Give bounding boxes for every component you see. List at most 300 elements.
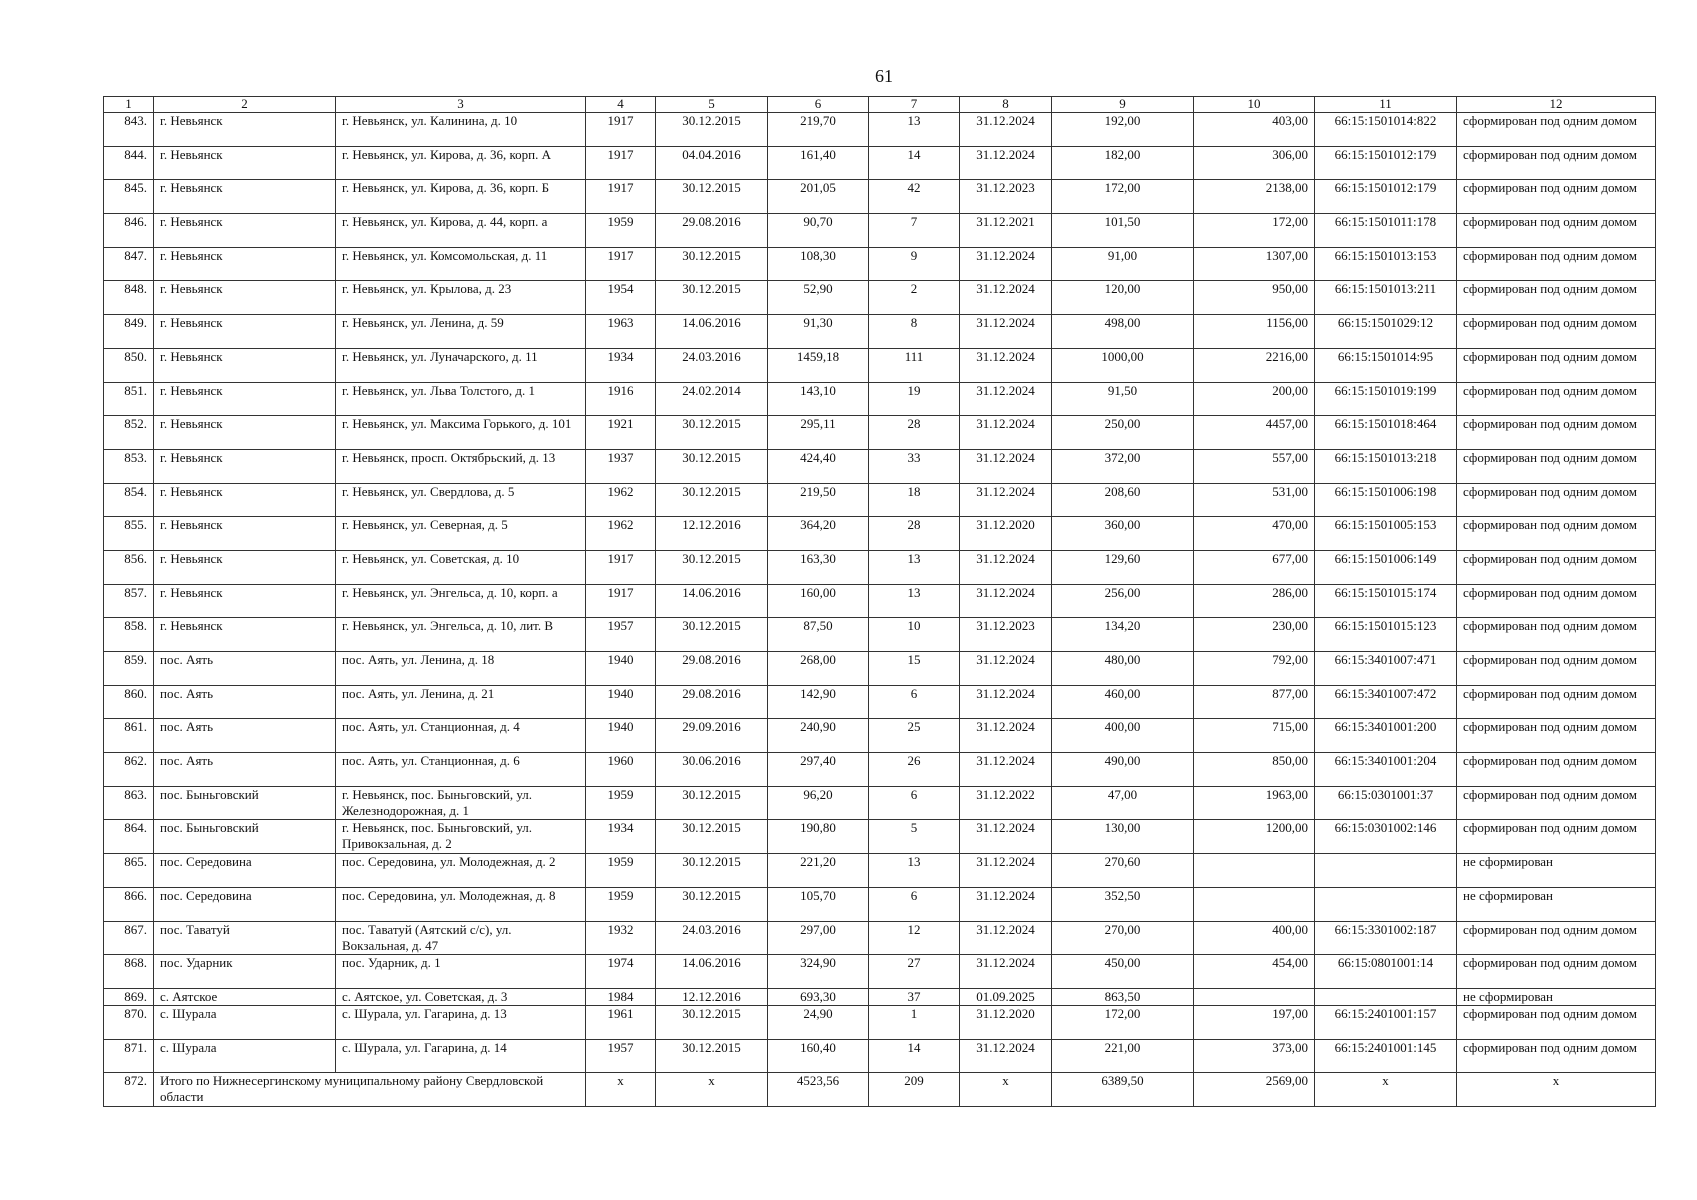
- cell-col-7: 2: [869, 281, 960, 315]
- cell-col-4: 1974: [586, 955, 656, 989]
- table-row: [104, 786, 1656, 820]
- cell-col-1: 863.: [104, 786, 154, 820]
- cell-col-8: 31.12.2024: [960, 820, 1052, 854]
- cell-col-4: 1932: [586, 921, 656, 955]
- cell-col-5: 30.12.2015: [656, 550, 768, 584]
- cell-col-7: 13: [869, 584, 960, 618]
- cell-col-7: 6: [869, 685, 960, 719]
- cell-col-5: 30.12.2015: [656, 416, 768, 450]
- cell-col-6: 142,90: [768, 685, 869, 719]
- cell-col-8: 31.12.2023: [960, 618, 1052, 652]
- cell-col-9: 101,50: [1052, 214, 1194, 248]
- cell-col-3: пос. Аять, ул. Ленина, д. 21: [336, 685, 586, 719]
- cell-col-9: 352,50: [1052, 887, 1194, 921]
- cell-col-11: 66:15:2401001:157: [1315, 1005, 1457, 1039]
- cell-col-3: пос. Аять, ул. Станционная, д. 4: [336, 719, 586, 753]
- cell-col-5: 24.02.2014: [656, 382, 768, 416]
- cell-col-1: 847.: [104, 247, 154, 281]
- cell-col-10: [1194, 854, 1315, 888]
- cell-col-6: 143,10: [768, 382, 869, 416]
- cell-col-9: 270,00: [1052, 921, 1194, 955]
- cell-col-10: 200,00: [1194, 382, 1315, 416]
- cell-col-3: пос. Аять, ул. Ленина, д. 18: [336, 652, 586, 686]
- cell-col-4: 1960: [586, 753, 656, 787]
- table-row: [104, 854, 1656, 888]
- cell-col-2: г. Невьянск: [154, 382, 336, 416]
- cell-col-4: 1961: [586, 1005, 656, 1039]
- cell-col-6: 90,70: [768, 214, 869, 248]
- cell-col-6: 297,40: [768, 753, 869, 787]
- cell-col-2: с. Аятское: [154, 988, 336, 1005]
- column-header-8: 8: [960, 97, 1052, 113]
- cell-col-2: пос. Середовина: [154, 854, 336, 888]
- table-row: [104, 618, 1656, 652]
- table-row: [104, 753, 1656, 787]
- table-row: [104, 315, 1656, 349]
- cell-col-3: г. Невьянск, ул. Комсомольская, д. 11: [336, 247, 586, 281]
- cell-col-8: 31.12.2024: [960, 887, 1052, 921]
- cell-col-11: 66:15:3401001:200: [1315, 719, 1457, 753]
- column-header-10: 10: [1194, 97, 1315, 113]
- cell-col-6: 221,20: [768, 854, 869, 888]
- table-row: [104, 955, 1656, 989]
- cell-col-4: 1962: [586, 517, 656, 551]
- cell-col-9: 129,60: [1052, 550, 1194, 584]
- cell-col-6: 52,90: [768, 281, 869, 315]
- cell-col-5: 24.03.2016: [656, 348, 768, 382]
- cell-col-5: 29.08.2016: [656, 685, 768, 719]
- cell-col-8: 31.12.2022: [960, 786, 1052, 820]
- cell-col-3: г. Невьянск, ул. Максима Горького, д. 101: [336, 416, 586, 450]
- cell-col-5: 30.12.2015: [656, 247, 768, 281]
- table-row: [104, 550, 1656, 584]
- cell-col-4: 1954: [586, 281, 656, 315]
- table-row: [104, 652, 1656, 686]
- cell-col-8: 31.12.2024: [960, 854, 1052, 888]
- cell-col-12: не сформирован: [1457, 887, 1656, 921]
- cell-col-12: сформирован под одним домом: [1457, 820, 1656, 854]
- cell-col-3: г. Невьянск, ул. Льва Толстого, д. 1: [336, 382, 586, 416]
- cell-col-10: 454,00: [1194, 955, 1315, 989]
- column-header-5: 5: [656, 97, 768, 113]
- table-row: [104, 921, 1656, 955]
- cell-col-10: 400,00: [1194, 921, 1315, 955]
- cell-col-3: г. Невьянск, ул. Калинина, д. 10: [336, 113, 586, 147]
- cell-col-7: 10: [869, 618, 960, 652]
- cell-col-9: 91,50: [1052, 382, 1194, 416]
- cell-col-2: с. Шурала: [154, 1005, 336, 1039]
- cell-col-2: г. Невьянск: [154, 281, 336, 315]
- cell-col-7: 25: [869, 719, 960, 753]
- cell-col-4: 1917: [586, 113, 656, 147]
- column-header-3: 3: [336, 97, 586, 113]
- cell-col-4: 1917: [586, 146, 656, 180]
- cell-col-9: 134,20: [1052, 618, 1194, 652]
- cell-col-6: 424,40: [768, 449, 869, 483]
- cell-col-10: 715,00: [1194, 719, 1315, 753]
- cell-col-2: г. Невьянск: [154, 247, 336, 281]
- column-header-12: 12: [1457, 97, 1656, 113]
- cell-col-1: 846.: [104, 214, 154, 248]
- cell-col-12: сформирован под одним домом: [1457, 281, 1656, 315]
- total-label: Итого по Нижнесергинскому муниципальному району Свердловской области: [154, 1073, 586, 1107]
- cell-col-9: 172,00: [1052, 1005, 1194, 1039]
- cell-col-5: 30.12.2015: [656, 887, 768, 921]
- column-header-1: 1: [104, 97, 154, 113]
- table-row: [104, 988, 1656, 1005]
- table-row: [104, 887, 1656, 921]
- cell-col-9: 450,00: [1052, 955, 1194, 989]
- cell-col-2: пос. Быньговский: [154, 786, 336, 820]
- cell-col-10: 1307,00: [1194, 247, 1315, 281]
- cell-col-10: 197,00: [1194, 1005, 1315, 1039]
- cell-col-10: 403,00: [1194, 113, 1315, 147]
- cell-col-12: сформирован под одним домом: [1457, 113, 1656, 147]
- table-row: [104, 1005, 1656, 1039]
- cell-col-6: 364,20: [768, 517, 869, 551]
- cell-col-12: сформирован под одним домом: [1457, 348, 1656, 382]
- cell-col-1: 870.: [104, 1005, 154, 1039]
- cell-col-5: 30.12.2015: [656, 786, 768, 820]
- header-row: [104, 97, 1656, 113]
- cell-col-8: 31.12.2024: [960, 281, 1052, 315]
- cell-col-5: 30.12.2015: [656, 820, 768, 854]
- cell-col-11: [1315, 988, 1457, 1005]
- cell-col-12: сформирован под одним домом: [1457, 584, 1656, 618]
- cell-col-11: 66:15:1501015:123: [1315, 618, 1457, 652]
- cell-col-3: пос. Ударник, д. 1: [336, 955, 586, 989]
- cell-col-8: 31.12.2024: [960, 753, 1052, 787]
- total-cell-6: 4523,56: [768, 1073, 869, 1107]
- cell-col-6: 1459,18: [768, 348, 869, 382]
- column-number-header: [104, 97, 1656, 113]
- cell-col-10: 677,00: [1194, 550, 1315, 584]
- cell-col-10: 470,00: [1194, 517, 1315, 551]
- cell-col-11: 66:15:0301002:146: [1315, 820, 1457, 854]
- cell-col-8: 31.12.2024: [960, 584, 1052, 618]
- cell-col-1: 844.: [104, 146, 154, 180]
- cell-col-9: 372,00: [1052, 449, 1194, 483]
- cell-col-11: 66:15:0301001:37: [1315, 786, 1457, 820]
- total-cell-9: 6389,50: [1052, 1073, 1194, 1107]
- cell-col-8: 31.12.2024: [960, 348, 1052, 382]
- cell-col-11: 66:15:1501019:199: [1315, 382, 1457, 416]
- cell-col-6: 219,50: [768, 483, 869, 517]
- cell-col-2: пос. Ударник: [154, 955, 336, 989]
- cell-col-11: 66:15:3301002:187: [1315, 921, 1457, 955]
- cell-col-9: 250,00: [1052, 416, 1194, 450]
- cell-col-11: 66:15:1501015:174: [1315, 584, 1457, 618]
- cell-col-2: г. Невьянск: [154, 180, 336, 214]
- cell-col-9: 256,00: [1052, 584, 1194, 618]
- cell-col-4: 1934: [586, 348, 656, 382]
- cell-col-8: 31.12.2024: [960, 719, 1052, 753]
- cell-col-5: 29.08.2016: [656, 214, 768, 248]
- cell-col-11: 66:15:1501014:822: [1315, 113, 1457, 147]
- cell-col-7: 13: [869, 854, 960, 888]
- cell-col-12: сформирован под одним домом: [1457, 719, 1656, 753]
- cell-col-1: 850.: [104, 348, 154, 382]
- cell-col-2: пос. Аять: [154, 753, 336, 787]
- cell-col-10: [1194, 887, 1315, 921]
- cell-col-12: сформирован под одним домом: [1457, 685, 1656, 719]
- column-header-4: 4: [586, 97, 656, 113]
- cell-col-8: 31.12.2024: [960, 685, 1052, 719]
- cell-col-11: [1315, 854, 1457, 888]
- cell-col-3: г. Невьянск, пос. Быньговский, ул. Привокзальная, д. 2: [336, 820, 586, 854]
- cell-col-9: 192,00: [1052, 113, 1194, 147]
- cell-col-7: 33: [869, 449, 960, 483]
- cell-col-12: сформирован под одним домом: [1457, 1039, 1656, 1073]
- cell-col-11: 66:15:2401001:145: [1315, 1039, 1457, 1073]
- cell-col-8: 31.12.2021: [960, 214, 1052, 248]
- cell-col-6: 190,80: [768, 820, 869, 854]
- cell-col-8: 31.12.2024: [960, 416, 1052, 450]
- cell-col-12: сформирован под одним домом: [1457, 753, 1656, 787]
- cell-col-3: пос. Аять, ул. Станционная, д. 6: [336, 753, 586, 787]
- cell-col-1: 849.: [104, 315, 154, 349]
- cell-col-8: 31.12.2024: [960, 449, 1052, 483]
- cell-col-11: 66:15:1501018:464: [1315, 416, 1457, 450]
- cell-col-9: 498,00: [1052, 315, 1194, 349]
- cell-col-3: г. Невьянск, ул. Кирова, д. 44, корп. а: [336, 214, 586, 248]
- cell-col-10: 4457,00: [1194, 416, 1315, 450]
- cell-col-7: 18: [869, 483, 960, 517]
- cell-col-7: 13: [869, 550, 960, 584]
- cell-col-1: 866.: [104, 887, 154, 921]
- cell-col-7: 1: [869, 1005, 960, 1039]
- cell-col-5: 30.12.2015: [656, 449, 768, 483]
- cell-col-3: г. Невьянск, ул. Кирова, д. 36, корп. А: [336, 146, 586, 180]
- cell-col-4: 1937: [586, 449, 656, 483]
- cell-col-7: 28: [869, 416, 960, 450]
- cell-col-11: 66:15:1501013:153: [1315, 247, 1457, 281]
- cell-col-11: 66:15:1501006:198: [1315, 483, 1457, 517]
- cell-col-10: 306,00: [1194, 146, 1315, 180]
- cell-col-1: 869.: [104, 988, 154, 1005]
- cell-col-4: 1921: [586, 416, 656, 450]
- cell-col-11: 66:15:1501006:149: [1315, 550, 1457, 584]
- cell-col-6: 163,30: [768, 550, 869, 584]
- cell-col-4: 1940: [586, 685, 656, 719]
- cell-col-8: 31.12.2020: [960, 1005, 1052, 1039]
- cell-col-8: 01.09.2025: [960, 988, 1052, 1005]
- cell-col-1: 867.: [104, 921, 154, 955]
- cell-col-12: сформирован под одним домом: [1457, 449, 1656, 483]
- cell-col-12: не сформирован: [1457, 854, 1656, 888]
- cell-col-11: 66:15:1501013:211: [1315, 281, 1457, 315]
- cell-col-3: пос. Середовина, ул. Молодежная, д. 2: [336, 854, 586, 888]
- cell-col-2: пос. Быньговский: [154, 820, 336, 854]
- cell-col-10: 1156,00: [1194, 315, 1315, 349]
- cell-col-5: 30.12.2015: [656, 1039, 768, 1073]
- table-row: [104, 146, 1656, 180]
- total-cell-5: х: [656, 1073, 768, 1107]
- cell-col-9: 208,60: [1052, 483, 1194, 517]
- cell-col-9: 400,00: [1052, 719, 1194, 753]
- cell-col-6: 160,00: [768, 584, 869, 618]
- cell-col-4: 1917: [586, 180, 656, 214]
- cell-col-7: 37: [869, 988, 960, 1005]
- cell-col-10: 557,00: [1194, 449, 1315, 483]
- cell-col-12: сформирован под одним домом: [1457, 382, 1656, 416]
- cell-col-7: 15: [869, 652, 960, 686]
- cell-col-3: с. Шурала, ул. Гагарина, д. 13: [336, 1005, 586, 1039]
- table-row: [104, 247, 1656, 281]
- cell-col-7: 5: [869, 820, 960, 854]
- cell-col-10: 286,00: [1194, 584, 1315, 618]
- cell-col-8: 31.12.2024: [960, 382, 1052, 416]
- total-cell-12: х: [1457, 1073, 1656, 1107]
- cell-col-11: 66:15:1501012:179: [1315, 146, 1457, 180]
- cell-col-1: 853.: [104, 449, 154, 483]
- cell-col-5: 14.06.2016: [656, 315, 768, 349]
- cell-col-11: [1315, 887, 1457, 921]
- table-row: [104, 820, 1656, 854]
- cell-col-6: 96,20: [768, 786, 869, 820]
- cell-col-12: сформирован под одним домом: [1457, 146, 1656, 180]
- cell-col-6: 161,40: [768, 146, 869, 180]
- cell-col-9: 120,00: [1052, 281, 1194, 315]
- cell-col-8: 31.12.2024: [960, 955, 1052, 989]
- column-header-2: 2: [154, 97, 336, 113]
- cell-col-11: 66:15:1501013:218: [1315, 449, 1457, 483]
- cell-col-7: 6: [869, 786, 960, 820]
- cell-col-2: пос. Середовина: [154, 887, 336, 921]
- cell-col-10: 2216,00: [1194, 348, 1315, 382]
- total-number: 872.: [104, 1073, 154, 1107]
- cell-col-2: г. Невьянск: [154, 214, 336, 248]
- cell-col-10: 172,00: [1194, 214, 1315, 248]
- cell-col-8: 31.12.2024: [960, 315, 1052, 349]
- table-row: [104, 1039, 1656, 1073]
- cell-col-1: 845.: [104, 180, 154, 214]
- cell-col-12: сформирован под одним домом: [1457, 550, 1656, 584]
- cell-col-5: 12.12.2016: [656, 517, 768, 551]
- cell-col-3: с. Аятское, ул. Советская, д. 3: [336, 988, 586, 1005]
- cell-col-12: не сформирован: [1457, 988, 1656, 1005]
- cell-col-9: 47,00: [1052, 786, 1194, 820]
- cell-col-5: 04.04.2016: [656, 146, 768, 180]
- cell-col-1: 854.: [104, 483, 154, 517]
- table-row: [104, 214, 1656, 248]
- cell-col-2: пос. Аять: [154, 719, 336, 753]
- cell-col-2: г. Невьянск: [154, 517, 336, 551]
- total-cell-11: х: [1315, 1073, 1457, 1107]
- cell-col-4: 1940: [586, 719, 656, 753]
- cell-col-11: 66:15:1501012:179: [1315, 180, 1457, 214]
- cell-col-4: 1917: [586, 550, 656, 584]
- cell-col-10: 2138,00: [1194, 180, 1315, 214]
- cell-col-12: сформирован под одним домом: [1457, 921, 1656, 955]
- cell-col-3: пос. Середовина, ул. Молодежная, д. 8: [336, 887, 586, 921]
- cell-col-6: 693,30: [768, 988, 869, 1005]
- cell-col-7: 28: [869, 517, 960, 551]
- cell-col-9: 182,00: [1052, 146, 1194, 180]
- table-row: [104, 517, 1656, 551]
- cell-col-7: 14: [869, 1039, 960, 1073]
- table-row: [104, 113, 1656, 147]
- cell-col-6: 324,90: [768, 955, 869, 989]
- total-row: [104, 1073, 1656, 1107]
- cell-col-7: 19: [869, 382, 960, 416]
- table-row: [104, 483, 1656, 517]
- cell-col-5: 30.12.2015: [656, 618, 768, 652]
- cell-col-3: г. Невьянск, ул. Энгельса, д. 10, лит. В: [336, 618, 586, 652]
- cell-col-1: 859.: [104, 652, 154, 686]
- cell-col-4: 1963: [586, 315, 656, 349]
- cell-col-8: 31.12.2024: [960, 550, 1052, 584]
- cell-col-1: 865.: [104, 854, 154, 888]
- cell-col-11: 66:15:0801001:14: [1315, 955, 1457, 989]
- total-cell-4: х: [586, 1073, 656, 1107]
- page-number: 61: [875, 66, 893, 86]
- cell-col-8: 31.12.2024: [960, 921, 1052, 955]
- cell-col-9: 130,00: [1052, 820, 1194, 854]
- table-row: [104, 281, 1656, 315]
- cell-col-6: 160,40: [768, 1039, 869, 1073]
- cell-col-10: 850,00: [1194, 753, 1315, 787]
- cell-col-10: 531,00: [1194, 483, 1315, 517]
- cell-col-11: 66:15:1501005:153: [1315, 517, 1457, 551]
- cell-col-11: 66:15:1501014:95: [1315, 348, 1457, 382]
- cell-col-3: г. Невьянск, пос. Быньговский, ул. Железнодорожная, д. 1: [336, 786, 586, 820]
- cell-col-12: сформирован под одним домом: [1457, 214, 1656, 248]
- cell-col-7: 9: [869, 247, 960, 281]
- cell-col-3: г. Невьянск, просп. Октябрьский, д. 13: [336, 449, 586, 483]
- cell-col-10: 1963,00: [1194, 786, 1315, 820]
- cell-col-1: 855.: [104, 517, 154, 551]
- cell-col-1: 851.: [104, 382, 154, 416]
- cell-col-11: 66:15:3401007:472: [1315, 685, 1457, 719]
- cell-col-1: 857.: [104, 584, 154, 618]
- cell-col-5: 30.12.2015: [656, 483, 768, 517]
- cell-col-8: 31.12.2020: [960, 517, 1052, 551]
- table-row: [104, 584, 1656, 618]
- cell-col-12: сформирован под одним домом: [1457, 483, 1656, 517]
- cell-col-7: 42: [869, 180, 960, 214]
- cell-col-7: 6: [869, 887, 960, 921]
- cell-col-4: 1959: [586, 786, 656, 820]
- cell-col-9: 221,00: [1052, 1039, 1194, 1073]
- cell-col-6: 87,50: [768, 618, 869, 652]
- cell-col-4: 1959: [586, 887, 656, 921]
- cell-col-6: 24,90: [768, 1005, 869, 1039]
- cell-col-2: г. Невьянск: [154, 550, 336, 584]
- cell-col-4: 1940: [586, 652, 656, 686]
- cell-col-7: 13: [869, 113, 960, 147]
- housing-registry-table: [103, 96, 1656, 1107]
- table-row: [104, 382, 1656, 416]
- column-header-7: 7: [869, 97, 960, 113]
- cell-col-7: 8: [869, 315, 960, 349]
- cell-col-2: г. Невьянск: [154, 315, 336, 349]
- cell-col-1: 862.: [104, 753, 154, 787]
- cell-col-10: 950,00: [1194, 281, 1315, 315]
- cell-col-5: 30.12.2015: [656, 113, 768, 147]
- cell-col-1: 860.: [104, 685, 154, 719]
- total-cell-8: х: [960, 1073, 1052, 1107]
- cell-col-10: [1194, 988, 1315, 1005]
- cell-col-12: сформирован под одним домом: [1457, 786, 1656, 820]
- table-row: [104, 348, 1656, 382]
- cell-col-8: 31.12.2024: [960, 483, 1052, 517]
- cell-col-9: 1000,00: [1052, 348, 1194, 382]
- cell-col-5: 30.06.2016: [656, 753, 768, 787]
- cell-col-6: 268,00: [768, 652, 869, 686]
- cell-col-3: г. Невьянск, ул. Крылова, д. 23: [336, 281, 586, 315]
- cell-col-12: сформирован под одним домом: [1457, 652, 1656, 686]
